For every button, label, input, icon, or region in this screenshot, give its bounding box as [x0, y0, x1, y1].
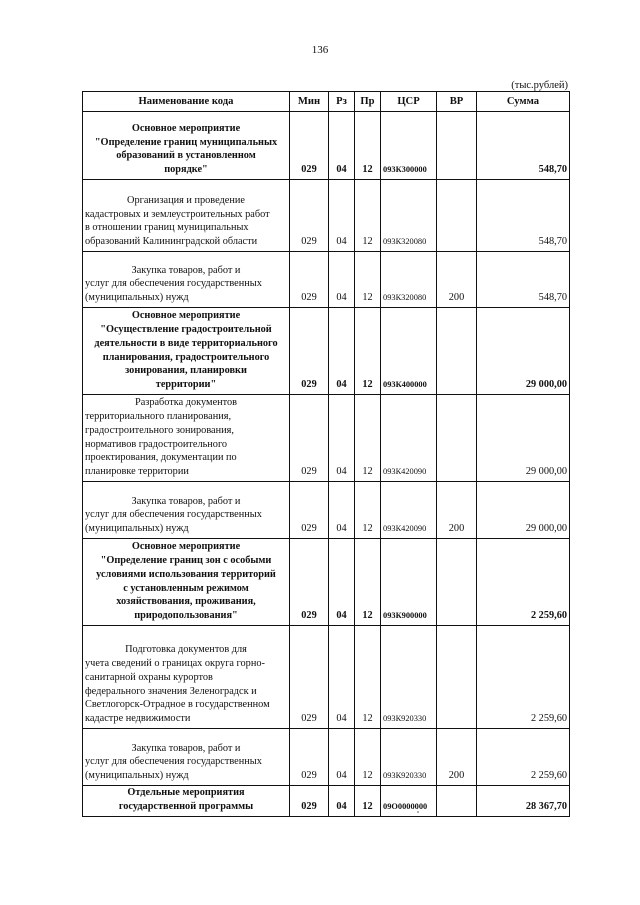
- row-vr: 200: [437, 482, 477, 539]
- row-rz: 04: [329, 729, 355, 786]
- row-min: 029: [290, 539, 329, 626]
- row-pr: 12: [355, 308, 381, 395]
- row-min: 029: [290, 180, 329, 252]
- row-min: 029: [290, 252, 329, 308]
- row-name: [83, 308, 290, 395]
- row-name-line: образований в установленном: [116, 150, 256, 162]
- row-name-line: учета сведений о границах округа горно-: [85, 658, 265, 670]
- row-csr: 093К920330: [381, 729, 437, 786]
- table-row: [83, 539, 570, 626]
- row-sum: 548,70: [477, 180, 570, 252]
- row-name: [83, 112, 290, 180]
- row-rz: 04: [329, 180, 355, 252]
- row-name-line: природопользования": [134, 610, 238, 622]
- row-sum: 29 000,00: [477, 308, 570, 395]
- row-name-line: (муниципальных) нужд: [85, 770, 189, 782]
- row-name-line: в отношении границ муниципальных: [85, 222, 249, 234]
- table-row: [83, 626, 570, 729]
- row-name: [83, 180, 290, 252]
- header-pr: Пр: [355, 92, 381, 112]
- units-label: (тыс.рублей): [511, 80, 568, 91]
- row-name: [83, 626, 290, 729]
- row-vr: 200: [437, 252, 477, 308]
- row-name-line: планирования, градостроительного: [102, 351, 270, 363]
- row-vr: [437, 395, 477, 482]
- row-min: 029: [290, 786, 329, 817]
- row-rz: 04: [329, 112, 355, 180]
- row-csr: 093К920330: [381, 626, 437, 729]
- row-name-line: санитарной охраны курортов: [85, 671, 213, 683]
- row-csr: 093К400000: [381, 308, 437, 395]
- row-name-line: хозяйствования, проживания,: [116, 596, 256, 608]
- row-min: 029: [290, 308, 329, 395]
- row-name-line: "Определение границ зон с особыми: [100, 555, 272, 567]
- row-name: [83, 482, 290, 539]
- row-min: 029: [290, 626, 329, 729]
- table-row: [83, 482, 570, 539]
- row-name-line: проектирования, документации по: [85, 452, 237, 464]
- row-pr: 12: [355, 252, 381, 308]
- row-name-line: с установленным режимом: [123, 582, 249, 594]
- row-pr: 12: [355, 180, 381, 252]
- row-name-line: условиями использования территорий: [96, 568, 276, 580]
- row-pr: 12: [355, 786, 381, 817]
- row-name-line: планировке территории: [85, 466, 189, 478]
- header-vr: ВР: [437, 92, 477, 112]
- row-name-line: Подготовка документов для: [125, 644, 247, 656]
- row-sum: 548,70: [477, 112, 570, 180]
- row-rz: 04: [329, 252, 355, 308]
- row-pr: 12: [355, 395, 381, 482]
- row-name-line: нормативов градостроительного: [85, 438, 228, 450]
- row-sum: 2 259,60: [477, 539, 570, 626]
- row-pr: 12: [355, 729, 381, 786]
- row-vr: [437, 180, 477, 252]
- row-rz: 04: [329, 786, 355, 817]
- table-row: [83, 252, 570, 308]
- row-name-line: Основное мероприятие: [131, 310, 241, 322]
- row-rz: 04: [329, 539, 355, 626]
- row-sum: 2 259,60: [477, 626, 570, 729]
- row-name-line: Основное мероприятие: [131, 122, 241, 134]
- row-name: [83, 252, 290, 308]
- row-rz: 04: [329, 626, 355, 729]
- row-name-line: Организация и проведение: [127, 194, 245, 206]
- budget-table: [82, 91, 570, 817]
- row-rz: 04: [329, 395, 355, 482]
- row-min: 029: [290, 112, 329, 180]
- row-vr: [437, 626, 477, 729]
- row-csr: 093К320080: [381, 252, 437, 308]
- row-name-line: Закупка товаров, работ и: [131, 495, 241, 507]
- row-vr: 200: [437, 729, 477, 786]
- row-name-line: зонирования, планировки: [125, 365, 247, 377]
- row-min: 029: [290, 395, 329, 482]
- row-vr: [437, 786, 477, 817]
- row-name-line: Разработка документов: [134, 397, 238, 409]
- header-csr: ЦСР: [381, 92, 437, 112]
- row-name: [83, 539, 290, 626]
- table-row: [83, 112, 570, 180]
- row-pr: 12: [355, 626, 381, 729]
- row-vr: [437, 308, 477, 395]
- row-vr: [437, 539, 477, 626]
- row-csr: 093К900000: [381, 539, 437, 626]
- row-name-line: "Определение границ муниципальных: [94, 136, 278, 148]
- row-name-line: деятельности в виде территориального: [94, 337, 278, 349]
- row-name-line: услуг для обеспечения государственных: [85, 756, 262, 768]
- table-row: [83, 395, 570, 482]
- row-name-line: Основное мероприятие: [131, 541, 241, 553]
- row-name-line: (муниципальных) нужд: [85, 292, 189, 304]
- table-row: [83, 180, 570, 252]
- row-sum: 28 367,70: [477, 786, 570, 817]
- row-name-line: градостроительного зонирования,: [85, 424, 234, 436]
- table-row: [83, 308, 570, 395]
- table-row: [83, 786, 570, 817]
- row-csr: 093К300000: [381, 112, 437, 180]
- row-name: [83, 729, 290, 786]
- row-rz: 04: [329, 482, 355, 539]
- header-sum: Сумма: [477, 92, 570, 112]
- header-name: Наименование кода: [83, 92, 290, 112]
- row-csr: 09О0000000: [381, 786, 437, 817]
- row-sum: 29 000,00: [477, 395, 570, 482]
- row-name-line: Отдельные мероприятия: [127, 787, 245, 799]
- row-min: 029: [290, 482, 329, 539]
- row-pr: 12: [355, 112, 381, 180]
- row-name-line: территории": [155, 379, 217, 391]
- row-name: [83, 395, 290, 482]
- row-name-line: Светлогорск-Отрадное в государственном: [85, 699, 270, 711]
- scan-speck: [417, 811, 419, 813]
- row-name: [83, 786, 290, 817]
- page-number: 136: [311, 44, 329, 56]
- row-name-line: кадастре недвижимости: [85, 713, 191, 725]
- row-pr: 12: [355, 482, 381, 539]
- row-name-line: территориального планирования,: [85, 411, 232, 423]
- row-sum: 2 259,60: [477, 729, 570, 786]
- header-row: [83, 92, 570, 112]
- header-min: Мин: [290, 92, 329, 112]
- row-min: 029: [290, 729, 329, 786]
- row-sum: 548,70: [477, 252, 570, 308]
- row-name-line: услуг для обеспечения государственных: [85, 278, 262, 290]
- row-csr: 093К420090: [381, 482, 437, 539]
- row-name-line: кадастровых и землеустроительных работ: [85, 208, 270, 220]
- row-sum: 29 000,00: [477, 482, 570, 539]
- row-name-line: "Осуществление градостроительной: [100, 324, 272, 336]
- row-csr: 093К420090: [381, 395, 437, 482]
- row-name-line: федерального значения Зеленоградск и: [85, 685, 257, 697]
- row-name-line: Закупка товаров, работ и: [131, 264, 241, 276]
- row-name-line: (муниципальных) нужд: [85, 523, 189, 535]
- header-rz: Рз: [329, 92, 355, 112]
- row-rz: 04: [329, 308, 355, 395]
- row-pr: 12: [355, 539, 381, 626]
- row-name-line: государственной программы: [118, 801, 254, 813]
- row-name-line: образований Калининградской области: [85, 236, 258, 248]
- row-vr: [437, 112, 477, 180]
- row-name-line: Закупка товаров, работ и: [131, 742, 241, 754]
- table-row: [83, 729, 570, 786]
- row-csr: 093К320080: [381, 180, 437, 252]
- row-name-line: услуг для обеспечения государственных: [85, 509, 262, 521]
- row-name-line: порядке": [164, 164, 208, 176]
